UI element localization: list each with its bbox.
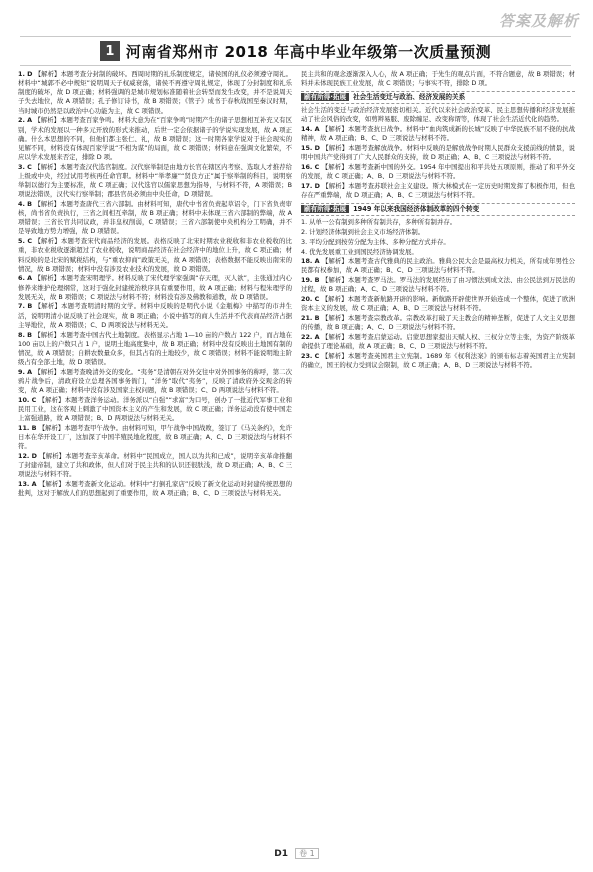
answer-item <box>18 70 292 116</box>
answer-text: 【解析】本题考查百家争鸣。材料大意为在“百家争鸣”时期产生的诸子思想相互补充又有区别，学术的发展以一种多元开放的形式来推动，后世一定会依据诸子的学说实现发展，故 A 项正确。什么本思想的不同，但他们都主张仁、礼，故 B 项错误；这一时期各家学说对于社会现实的见解不同，材料没有体现百家学说“不相为谋”的局面，故 C 项错误；材料意在强调文化繁荣，不应以学术发展来否定，排除 D 项。 <box>18 116 292 161</box>
answer-item <box>301 182 575 200</box>
question-number: 12. D <box>18 451 40 460</box>
answer-text: 民主共和的观念逐渐深入人心，故 A 项正确；于先生的观点片面，不符合题意，故 B 项错误；材料并未体现民族工业发展，故 C 项错误；与事实不符，排除 D 项。 <box>301 70 575 88</box>
answer-item <box>301 295 575 313</box>
question-number: 19. B <box>301 276 322 285</box>
rule-item: 2. 计划经济体制到社会主义市场经济体制。 <box>301 228 425 236</box>
question-number: 7. B <box>18 302 35 311</box>
exam-title: 河南省郑州市 2018 年高中毕业年级第一次质量预测 <box>125 42 492 61</box>
question-number: 9. A <box>18 367 35 376</box>
answer-item <box>18 331 292 368</box>
answer-item <box>301 314 575 332</box>
answer-text: 【解析】本题考查辛亥革命。材料中“民国成立，国人以为共和已成”，说明辛亥革命推翻了封建帝制，建立了共和政体，但人们对于民主共和的认识还很肤浅，故 D 项正确；A、B、C 三项说法与材料不符。 <box>18 451 292 479</box>
answer-item <box>301 352 575 370</box>
section-title: 社会生活变迁与政治、经济发展的关系 <box>353 93 466 102</box>
answer-text: 【解析】本题考查洋务运动。洋务派以“自强”“求富”为口号，创办了一批近代军事工业和民用工业，这在客观上刺激了中国资本主义的产生和发展，故 C 项正确；洋务运动没有使中国走上富强道路，故 A 项错误；B、D 两项说法与材料无关。 <box>18 395 292 423</box>
answer-text: 【解析】本题考查唐代三省六部制。由材料可知，唐代中书省负责起草诏令，门下省负责审核，尚书省负责执行，三省之间相互牵制，故 B 项正确；材料中未体现三省六部制的弊端，故 A 项错误；三省长官共同议政，并非皇权削弱，C 项错误；三省六部制使中央机构分工明确，并不是导致地方势力增强，故 D 项错误。 <box>18 199 292 236</box>
rule-item: 4. 优先发展重工业到国民经济协调发展。 <box>301 247 418 256</box>
answer-item <box>18 452 292 479</box>
question-number: 3. C <box>18 162 35 171</box>
question-number: 10. C <box>18 395 39 404</box>
answer-text: 【解析】本题考查英国君主立宪制。1689 年《权利法案》的颁布标志着英国君主立宪制的确立，国王的权力受到议会限制，故 C 项正确；A、B、D 三项说法与材料不符。 <box>301 351 575 369</box>
answer-text: 【解析】本题考查晚清外交的变化。“夷务”是清朝在对外交往中对外国事务的称呼，第二次鸦片战争后，清政府设立总理各国事务衙门，“洋务”取代“夷务”，反映了清政府外交观念的转变，故 A 项正确；材料中没有涉及国家主权问题，故 B 项错误；C、D 两项说法与材料不符。 <box>18 367 292 395</box>
volume-badge: 卷 1 <box>295 848 319 859</box>
title-number: 1 <box>100 41 120 61</box>
section-header: 答案及解析 <box>498 12 579 30</box>
answer-item <box>18 274 292 301</box>
answer-text: 【解析】本题考查宗教改革。宗教改革打破了天主教会的精神垄断，促进了人文主义思想的传播，故 B 项正确；A、C、D 三项说法与材料不符。 <box>301 313 575 332</box>
answer-text: 【解析】本题考查宋明理学。材料反映了宋代理学家强调“存天理，灭人欲”，主张通过内心修养来维护伦理纲常，这对于强化封建统治秩序具有重要作用，故 A 项正确；材料与程朱理学的发展无关，故 B 项错误；C 项说法与材料不符；材料没有涉及佛教和道教，故 D 项错误。 <box>18 274 292 301</box>
answer-text: 【解析】本题考查中国古代土地制度。表格显示占地 1—10 亩的户数占 122 户，而占地在 100 亩以上的户数只占 1 户，说明土地高度集中，故 B 项正确；材料中没有反映出土地国有制的情况，故 A 项错误；自耕农数量众多，但其占有的土地较少，故 C 项错误；材料不能说明地主阶级占有全部土地，故 D 项错误。 <box>18 330 292 366</box>
answer-text: 【解析】本题考查抗日战争。材料中“血肉筑成新的长城”反映了中华民族不屈不挠的抗战精神，故 A 项正确；B、C、D 三项说法与材料不符。 <box>301 125 575 143</box>
answer-columns <box>18 70 575 830</box>
answer-text: 【解析】本题考查启蒙运动。启蒙思想家提出天赋人权、三权分立等主张，为资产阶级革命提供了理论基础，故 A 项正确；B、C、D 三项说法与材料不符。 <box>301 332 575 351</box>
left-column <box>18 70 292 830</box>
answer-text: 【解析】本题考查苏联社会主义建设。斯大林模式在一定历史时期发挥了积极作用，但也存在严重弊端，故 D 项正确；A、B、C 三项说法与材料不符。 <box>301 181 575 200</box>
answer-item <box>18 163 292 200</box>
question-number: 15. D <box>301 144 323 153</box>
rule-item: 3. 平均分配到按劳分配为主体、多种分配方式并存。 <box>301 237 450 246</box>
section-tag: 刷有所得·拓展 <box>301 205 349 213</box>
question-number: 1. D <box>18 70 35 78</box>
question-number: 22. A <box>301 332 322 341</box>
question-number: 6. A <box>18 274 35 283</box>
page-footer <box>0 848 593 859</box>
answer-item <box>301 144 575 162</box>
question-number: 20. C <box>301 295 322 304</box>
answer-item <box>18 424 292 451</box>
answer-text: 【解析】本题考查汉代选官制度。汉代察举制是由地方长官在辖区内考察、选取人才推荐给上级或中央，经过试用考核再任命官职。材料中“举孝廉”“贤良方正”属于察举制的科目，说明察举制以德行为主要标准，故 C 项正确；汉代选官以儒家思想为指导，与材料不符，A 项错误；B 项说法错误，汉代实行察举制；郡县官员必须由中央任命，D 项错误。 <box>18 162 292 199</box>
rule-item: 1. 从单一公有制到多种所有制共存，多种所有制并存。 <box>301 218 457 227</box>
page-number: D1 <box>274 849 288 859</box>
answer-item <box>18 368 292 395</box>
answer-item <box>301 333 575 351</box>
answer-item <box>301 257 575 275</box>
question-number: 16. C <box>301 163 322 172</box>
question-number: 23. C <box>301 351 322 360</box>
answer-text: 【解析】本题考查新中国的外交。1954 年中国提出和平共处五项原则，推动了和平外交的发展，故 C 项正确；A、B、D 三项说法与材料不符。 <box>301 163 575 181</box>
answer-item <box>18 302 292 329</box>
answer-text: 【解析】本题考查古代雅典的民主政治。雅典公民大会是最高权力机关，所有成年男性公民都有权参加，故 A 项正确；B、C、D 三项说法与材料不符。 <box>301 257 575 275</box>
answer-item <box>301 125 575 143</box>
question-number: 4. B <box>18 199 35 208</box>
section-body: 社会生活的变迁与政治经济发展密切相关。近代以来社会政治变革、民主思想传播和经济发展推动了社会风俗的改变，如剪辫易服、废除缠足、改变称谓等，体现了社会生活近代化的趋势。 <box>301 106 575 124</box>
answer-text: 【解析】本题考查宋代商品经济的发展。表格反映了北宋时期农业税收和非农业税收的比重，非农业税收逐渐超过了农业税收，说明商品经济在社会经济中的地位上升，故 C 项正确；材料反映的是北宋的赋税结构，与“重农抑商”政策无关，故 A 项错误；表格数据不能反映出南宋的情况，故 B 项错误；材料中没有涉及农业技术的发展，故 D 项错误。 <box>18 237 292 273</box>
answer-item <box>301 70 575 88</box>
answer-item <box>301 163 575 181</box>
section-title: 1949 年以来我国经济体制改革的四个转变 <box>353 205 480 214</box>
right-column <box>301 70 575 830</box>
question-number: 11. B <box>18 423 39 432</box>
answer-item <box>18 200 292 237</box>
answer-text: 【解析】本题考查解放战争。材料中反映的是解放战争时期人民群众支援前线的情景，说明中国共产党得到了广大人民群众的支持，故 D 项正确；A、B、C 三项说法与材料不符。 <box>301 144 575 162</box>
question-number: 21. B <box>301 313 322 322</box>
answer-text: 【解析】本题考查明清时期的文学。材料中反映的是明代小说《金瓶梅》中描写的市井生活，说明明清小说反映了社会现实，故 B 项正确；小说中描写的商人生活并不代表商品经济占据主导地位，故 A 项错误；C、D 两项说法与材料无关。 <box>18 302 292 329</box>
question-number: 14. A <box>301 125 322 134</box>
answer-text: 【解析】本题考查罗马法。罗马法的发展经历了由习惯法到成文法、由公民法到万民法的过程，故 B 项正确；A、C、D 三项说法与材料不符。 <box>301 276 575 294</box>
answer-text: 【解析】本题考查甲午战争。由材料可知，甲午战争中国战败，签订了《马关条约》，允许日本在华开设工厂，这加深了中国半殖民地化程度，故 B 项正确；A、C、D 三项说法均与材料不符。 <box>18 423 292 451</box>
answer-item <box>18 480 292 498</box>
question-number: 17. D <box>301 181 323 190</box>
answer-text: 【解析】本题考查新文化运动。材料中“打倒孔家店”反映了新文化运动对封建传统思想的批判，这对于解放人们的思想起到了重要作用，故 A 项正确；B、C、D 三项说法与材料无关。 <box>18 480 292 498</box>
question-number: 2. A <box>18 116 35 125</box>
answer-item <box>18 116 292 162</box>
question-number: 13. A <box>18 480 39 488</box>
question-number: 8. B <box>18 330 35 339</box>
answer-item <box>301 276 575 294</box>
section-tag: 刷有所得·拓展 <box>301 93 349 101</box>
exam-title-bar <box>20 36 571 66</box>
question-number: 18. A <box>301 257 322 266</box>
answer-text: 【解析】本题考查新航路开辟的影响。新航路开辟使世界开始连成一个整体，促进了欧洲资本主义的发展，故 C 项正确；A、B、D 三项说法与材料不符。 <box>301 295 575 313</box>
expansion-section-header <box>301 203 575 216</box>
answer-text: 【解析】本题考查分封制的破坏。西周时期的礼乐制度规定，诸侯国的礼仪必须遵守周礼。材料中“城郭不必中规矩”说明周天子权威衰落，诸侯不再遵守周礼规定，体现了分封制度和礼乐制度的破坏，故 D 项正确；材料强调的是城市规划标准随着社会转型而发生改变，并不是说周天子失去地位，故 A 项错误；孔子修订诗书，故 B 项错误；《管子》成书于春秋战国至秦汉时期，当时城市仍然是以政治中心功能为主，故 C 项错误。 <box>18 70 292 115</box>
question-number: 5. C <box>18 237 35 246</box>
answer-item <box>18 237 292 274</box>
expansion-section-header <box>301 91 575 104</box>
answer-item <box>18 396 292 423</box>
